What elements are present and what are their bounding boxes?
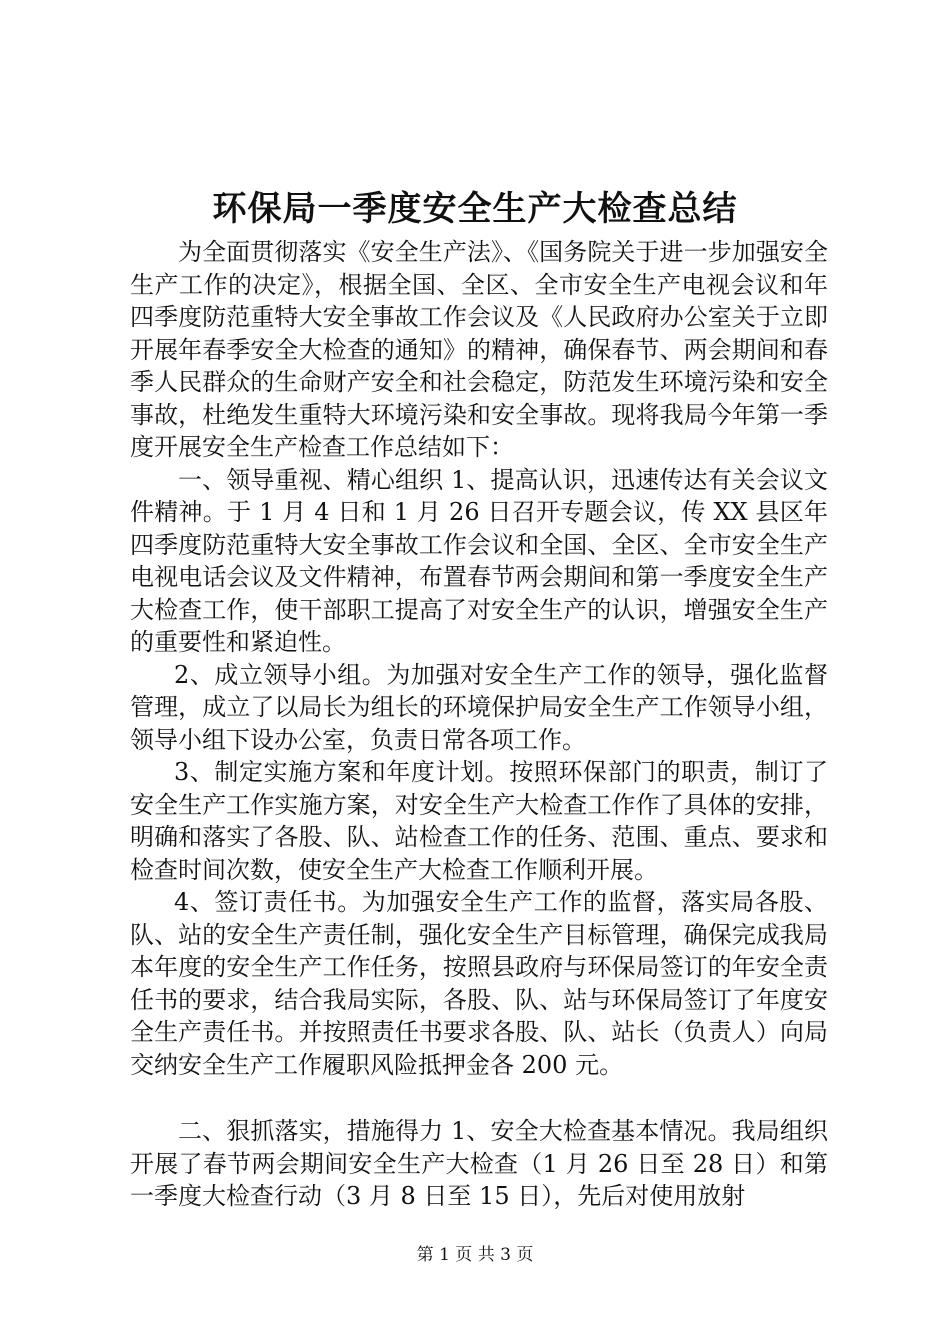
document-body — [130, 236, 828, 1213]
section-2-paragraph: 二、狠抓落实，措施得力 1、安全大检查基本情况。我局组织开展了春节两会期间安全生产大检查（1 月 26 日至 28 日）和第一季度大检查行动（3 月 8 日至 15 日），先后对使用放射 — [130, 1117, 828, 1210]
intro-paragraph: 为全面贯彻落实《安全生产法》、《国务院关于进一步加强安全生产工作的决定》，根据全国、全区、全市安全生产电视会议和年四季度防范重特大安全事故工作会议及《人民政府办公室关于立即开展年春季安全大检查的通知》的精神，确保春节、两会期间和春季人民群众的生命财产安全和社会稳定，防范发生环境污染和安全事故，杜绝发生重特大环境污染和安全事故。现将我局今年第一季度开展安全生产检查工作总结如下： — [130, 238, 828, 461]
item-4-paragraph: 4、签订责任书。为加强安全生产工作的监督，落实局各股、队、站的安全生产责任制，强化安全生产目标管理，确保完成我局本年度的安全生产工作任务，按照县政府与环保局签订的年安全责任书的要求，结合我局实际，各股、队、站与环保局签订了年度安全生产责任书。并按照责任书要求各股、队、站长（负责人）向局交纳安全生产工作履职风险抵押金各 200 元。 — [130, 888, 828, 1079]
item-2-paragraph: 2、成立领导小组。为加强对安全生产工作的领导，强化监督管理，成立了以局长为组长的环境保护局安全生产工作领导小组，领导小组下设办公室，负责日常各项工作。 — [130, 660, 828, 754]
document-title: 环保局一季度安全生产大检查总结 — [212, 189, 738, 229]
section-1-paragraph: 一、领导重视、精心组织 1、提高认识，迅速传达有关会议文件精神。于 1 月 4 日和 1 月 26 日召开专题会议，传 XX 县区年四季度防范重特大安全事故工作会议和全国、全区、全市安全生产电视电话会议及文件精神，布置春节两会期间和第一季度安全生产大检查工作，使干部职工提高了对安全生产的认识，增强安全生产的重要性和紧迫性。 — [130, 465, 828, 656]
item-3-paragraph: 3、制定实施方案和年度计划。按照环保部门的职责，制订了安全生产工作实施方案，对安全生产大检查工作作了具体的安排，明确和落实了各股、队、站检查工作的任务、范围、重点、要求和检查时间次数，使安全生产大检查工作顺利开展。 — [130, 758, 828, 884]
page-footer: 第 1 页 共 3 页 — [416, 1245, 534, 1265]
